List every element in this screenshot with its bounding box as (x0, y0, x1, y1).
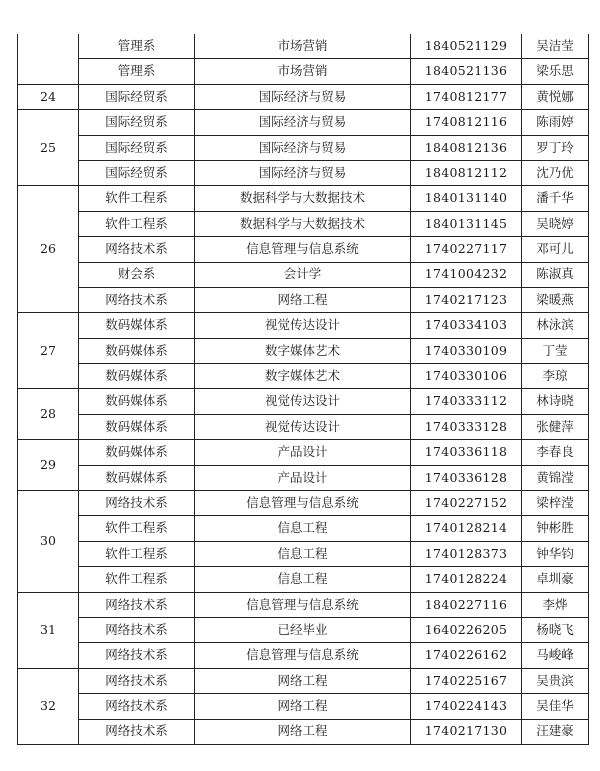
group-number-cell: 29 (18, 440, 79, 491)
group-number-cell: 30 (18, 491, 79, 593)
group-number-cell: 27 (18, 313, 79, 389)
student-id-cell: 1840521136 (411, 59, 522, 84)
student-id-cell: 1740217123 (411, 287, 522, 312)
table-row (18, 516, 589, 541)
student-id-cell: 1740330109 (411, 338, 522, 363)
student-roster-table (17, 34, 589, 745)
table-row (18, 135, 589, 160)
table-row (18, 491, 589, 516)
major-cell: 国际经济与贸易 (195, 160, 411, 185)
table-row (18, 110, 589, 135)
student-name-cell: 梁乐思 (522, 59, 589, 84)
student-name-cell: 梁梓滢 (522, 491, 589, 516)
major-cell: 信息管理与信息系统 (195, 237, 411, 262)
department-cell: 软件工程系 (79, 211, 195, 236)
student-id-cell: 1740225167 (411, 668, 522, 693)
student-id-cell: 1740330106 (411, 364, 522, 389)
table-row (18, 59, 589, 84)
department-cell: 网络技术系 (79, 592, 195, 617)
student-id-cell: 1740224143 (411, 694, 522, 719)
group-number-cell: 26 (18, 186, 79, 313)
student-name-cell: 黄锦滢 (522, 465, 589, 490)
student-name-cell: 沈乃优 (522, 160, 589, 185)
major-cell: 网络工程 (195, 287, 411, 312)
table-row (18, 592, 589, 617)
major-cell: 信息工程 (195, 541, 411, 566)
department-cell: 数码媒体系 (79, 364, 195, 389)
major-cell: 视觉传达设计 (195, 389, 411, 414)
major-cell: 信息工程 (195, 567, 411, 592)
group-number-cell: 31 (18, 592, 79, 668)
department-cell: 数码媒体系 (79, 313, 195, 338)
student-name-cell: 李春良 (522, 440, 589, 465)
major-cell: 数据科学与大数据技术 (195, 186, 411, 211)
department-cell: 国际经贸系 (79, 135, 195, 160)
student-id-cell: 1840812112 (411, 160, 522, 185)
table-row (18, 313, 589, 338)
table-row (18, 211, 589, 236)
department-cell: 网络技术系 (79, 694, 195, 719)
student-id-cell: 1740812177 (411, 84, 522, 109)
student-id-cell: 1740333128 (411, 414, 522, 439)
student-name-cell: 汪建豪 (522, 719, 589, 744)
student-name-cell: 卓圳豪 (522, 567, 589, 592)
major-cell: 数字媒体艺术 (195, 338, 411, 363)
department-cell: 软件工程系 (79, 567, 195, 592)
student-name-cell: 丁莹 (522, 338, 589, 363)
table-row (18, 160, 589, 185)
department-cell: 数码媒体系 (79, 389, 195, 414)
department-cell: 网络技术系 (79, 719, 195, 744)
department-cell: 数码媒体系 (79, 440, 195, 465)
table-row (18, 643, 589, 668)
table-row (18, 84, 589, 109)
major-cell: 信息管理与信息系统 (195, 643, 411, 668)
major-cell: 已经毕业 (195, 617, 411, 642)
group-number-cell (18, 34, 79, 84)
major-cell: 网络工程 (195, 694, 411, 719)
student-name-cell: 梁暖燕 (522, 287, 589, 312)
student-name-cell: 张健萍 (522, 414, 589, 439)
group-number-cell: 24 (18, 84, 79, 109)
department-cell: 数码媒体系 (79, 338, 195, 363)
major-cell: 信息工程 (195, 516, 411, 541)
student-id-cell: 1740226162 (411, 643, 522, 668)
student-name-cell: 吴佳华 (522, 694, 589, 719)
student-name-cell: 潘千华 (522, 186, 589, 211)
student-id-cell: 1840521129 (411, 34, 522, 59)
student-name-cell: 黄悦娜 (522, 84, 589, 109)
major-cell: 网络工程 (195, 668, 411, 693)
student-name-cell: 钟彬胜 (522, 516, 589, 541)
department-cell: 网络技术系 (79, 617, 195, 642)
student-id-cell: 1740333112 (411, 389, 522, 414)
student-id-cell: 1740336118 (411, 440, 522, 465)
student-id-cell: 1640226205 (411, 617, 522, 642)
department-cell: 软件工程系 (79, 516, 195, 541)
student-name-cell: 吴洁莹 (522, 34, 589, 59)
table-row (18, 237, 589, 262)
student-name-cell: 林诗晓 (522, 389, 589, 414)
major-cell: 会计学 (195, 262, 411, 287)
group-number-cell: 28 (18, 389, 79, 440)
department-cell: 数码媒体系 (79, 414, 195, 439)
department-cell: 国际经贸系 (79, 84, 195, 109)
table-row (18, 262, 589, 287)
student-id-cell: 1740336128 (411, 465, 522, 490)
roster-body (18, 34, 589, 744)
department-cell: 网络技术系 (79, 643, 195, 668)
major-cell: 国际经济与贸易 (195, 84, 411, 109)
student-id-cell: 1740812116 (411, 110, 522, 135)
major-cell: 视觉传达设计 (195, 414, 411, 439)
student-id-cell: 1840812136 (411, 135, 522, 160)
major-cell: 市场营销 (195, 59, 411, 84)
table-row (18, 186, 589, 211)
department-cell: 国际经贸系 (79, 160, 195, 185)
table-row (18, 668, 589, 693)
student-id-cell: 1740217130 (411, 719, 522, 744)
department-cell: 数码媒体系 (79, 465, 195, 490)
group-number-cell: 32 (18, 668, 79, 744)
student-name-cell: 林泳滨 (522, 313, 589, 338)
student-name-cell: 陈淑真 (522, 262, 589, 287)
table-row (18, 567, 589, 592)
table-row (18, 414, 589, 439)
student-name-cell: 吴晓婷 (522, 211, 589, 236)
student-name-cell: 吴贵滨 (522, 668, 589, 693)
table-row (18, 694, 589, 719)
table-row (18, 364, 589, 389)
student-name-cell: 李琼 (522, 364, 589, 389)
student-name-cell: 马峻峰 (522, 643, 589, 668)
student-id-cell: 1740128373 (411, 541, 522, 566)
major-cell: 产品设计 (195, 465, 411, 490)
major-cell: 国际经济与贸易 (195, 110, 411, 135)
department-cell: 网络技术系 (79, 491, 195, 516)
student-name-cell: 陈雨婷 (522, 110, 589, 135)
group-number-cell: 25 (18, 110, 79, 186)
student-id-cell: 1740128224 (411, 567, 522, 592)
major-cell: 数字媒体艺术 (195, 364, 411, 389)
table-row (18, 465, 589, 490)
student-name-cell: 钟华钧 (522, 541, 589, 566)
major-cell: 视觉传达设计 (195, 313, 411, 338)
table-row (18, 338, 589, 363)
department-cell: 软件工程系 (79, 541, 195, 566)
department-cell: 网络技术系 (79, 237, 195, 262)
table-row (18, 287, 589, 312)
student-id-cell: 1740334103 (411, 313, 522, 338)
student-id-cell: 1840227116 (411, 592, 522, 617)
student-name-cell: 罗丁玲 (522, 135, 589, 160)
table-row (18, 34, 589, 59)
department-cell: 国际经贸系 (79, 110, 195, 135)
major-cell: 数据科学与大数据技术 (195, 211, 411, 236)
major-cell: 信息管理与信息系统 (195, 491, 411, 516)
department-cell: 软件工程系 (79, 186, 195, 211)
table-row (18, 541, 589, 566)
major-cell: 市场营销 (195, 34, 411, 59)
department-cell: 管理系 (79, 34, 195, 59)
student-id-cell: 1840131145 (411, 211, 522, 236)
table-row (18, 719, 589, 744)
department-cell: 管理系 (79, 59, 195, 84)
department-cell: 网络技术系 (79, 668, 195, 693)
student-name-cell: 李烨 (522, 592, 589, 617)
student-id-cell: 1740227152 (411, 491, 522, 516)
student-id-cell: 1840131140 (411, 186, 522, 211)
student-id-cell: 1741004232 (411, 262, 522, 287)
department-cell: 网络技术系 (79, 287, 195, 312)
student-name-cell: 邓可儿 (522, 237, 589, 262)
table-row (18, 389, 589, 414)
student-name-cell: 杨晓飞 (522, 617, 589, 642)
major-cell: 产品设计 (195, 440, 411, 465)
table-row (18, 617, 589, 642)
student-id-cell: 1740227117 (411, 237, 522, 262)
major-cell: 信息管理与信息系统 (195, 592, 411, 617)
department-cell: 财会系 (79, 262, 195, 287)
major-cell: 国际经济与贸易 (195, 135, 411, 160)
student-id-cell: 1740128214 (411, 516, 522, 541)
table-row (18, 440, 589, 465)
major-cell: 网络工程 (195, 719, 411, 744)
